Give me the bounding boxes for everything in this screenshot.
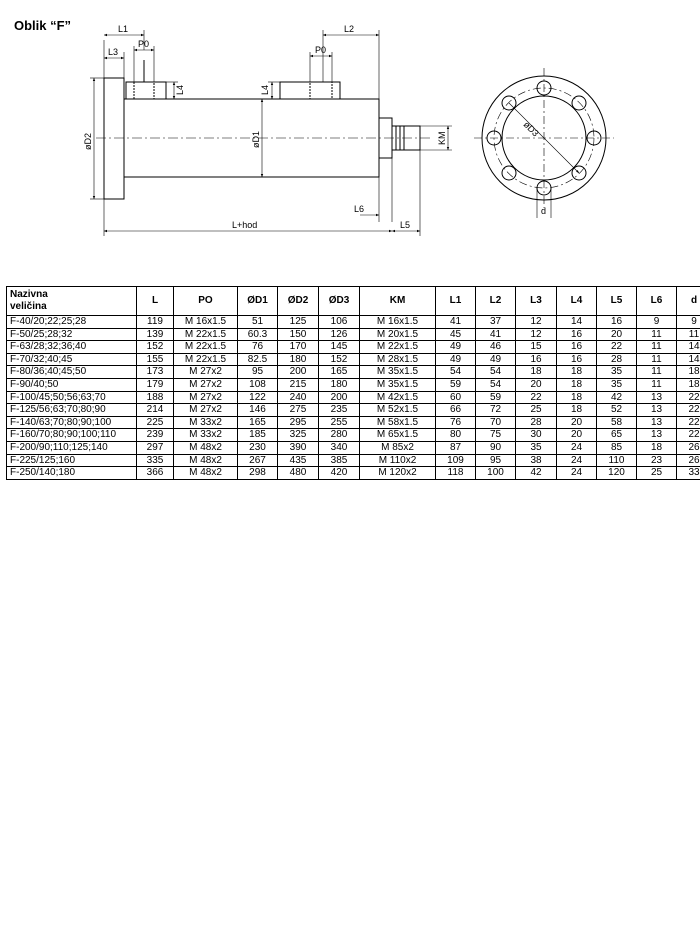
table-cell: F-40/20;22;25;28 [7,316,137,329]
table-row [7,341,700,354]
dim-d1: øD1 [251,130,261,148]
table-cell: 46 [476,341,516,354]
table-cell: 435 [278,454,319,467]
table-cell: 49 [476,353,516,366]
dim-l5: L5 [400,220,411,230]
table-cell: M 48x2 [174,441,238,454]
table-cell: 42 [516,467,557,480]
table-cell: 59 [436,378,476,391]
table-cell: 239 [137,429,174,442]
column-header: L1 [436,287,476,316]
table-cell: 52 [597,404,637,417]
table-cell: 24 [557,467,597,480]
table-cell: 41 [436,316,476,329]
table-cell: M 22x1.5 [360,341,436,354]
table-cell: 65 [597,429,637,442]
table-cell: M 35x1.5 [360,378,436,391]
table-cell: 24 [557,454,597,467]
table-cell: 14 [557,316,597,329]
table-cell: 173 [137,366,174,379]
column-header: L [137,287,174,316]
table-cell: 165 [238,416,278,429]
table-cell: 9 [637,316,677,329]
table-cell: 267 [238,454,278,467]
table-cell: 230 [238,441,278,454]
table-cell: 155 [137,353,174,366]
table-row [7,316,700,329]
table-cell: 188 [137,391,174,404]
table-cell: 420 [319,467,360,480]
table-cell: 126 [319,328,360,341]
table-cell: 295 [278,416,319,429]
table-row [7,378,700,391]
table-cell: 95 [476,454,516,467]
table-cell: 54 [436,366,476,379]
table-cell: 38 [516,454,557,467]
table-cell: 20 [597,328,637,341]
table-cell: 11 [637,366,677,379]
table-cell: M 48x2 [174,454,238,467]
table-cell: F-90/40;50 [7,378,137,391]
table-cell: F-80/36;40;45;50 [7,366,137,379]
table-cell: F-125/56;63;70;80;90 [7,404,137,417]
page-title: Oblik “F” [14,18,72,33]
column-header: L2 [476,287,516,316]
table-cell: 20 [557,429,597,442]
table-cell: 20 [516,378,557,391]
table-cell: 214 [137,404,174,417]
table-cell: 11 [677,328,700,341]
table-cell: M 27x2 [174,378,238,391]
table-cell: 9 [677,316,700,329]
table-cell: 18 [557,378,597,391]
table-cell: 28 [516,416,557,429]
table-cell: 18 [557,391,597,404]
table-cell: 12 [516,328,557,341]
table-cell: 82.5 [238,353,278,366]
table-cell: 26 [677,454,700,467]
column-header: L3 [516,287,557,316]
table-cell: 51 [238,316,278,329]
table-cell: 25 [516,404,557,417]
table-cell: 109 [436,454,476,467]
table-cell: 119 [137,316,174,329]
table-cell: F-225/125;160 [7,454,137,467]
table-cell: 24 [557,441,597,454]
table-cell: 122 [238,391,278,404]
table-cell: 37 [476,316,516,329]
dim-l-hod: L+hod [232,220,258,230]
table-cell: 16 [557,328,597,341]
table-cell: M 42x1.5 [360,391,436,404]
table-cell: 60 [436,391,476,404]
table-cell: 125 [278,316,319,329]
table-cell: F-100/45;50;56;63;70 [7,391,137,404]
table-cell: M 27x2 [174,366,238,379]
table-cell: M 22x1.5 [174,353,238,366]
table-cell: 297 [137,441,174,454]
dim-po-right: P0 [315,45,327,55]
table-cell: 110 [597,454,637,467]
table-cell: 54 [476,378,516,391]
table-cell: 366 [137,467,174,480]
table-cell: 165 [319,366,360,379]
table-cell: 59 [476,391,516,404]
table-cell: 240 [278,391,319,404]
table-cell: 16 [597,316,637,329]
table-row [7,366,700,379]
table-cell: M 16x1.5 [174,316,238,329]
table-cell: 235 [319,404,360,417]
table-cell: 35 [597,378,637,391]
table-cell: 45 [436,328,476,341]
table-row [7,353,700,366]
table-cell: 150 [278,328,319,341]
dim-d2: øD2 [83,132,93,150]
table-cell: 200 [319,391,360,404]
dim-l3: L3 [108,47,119,57]
table-cell: M 33x2 [174,429,238,442]
table-cell: 145 [319,341,360,354]
table-cell: 22 [597,341,637,354]
table-cell: M 52x1.5 [360,404,436,417]
table-cell: M 16x1.5 [360,316,436,329]
table-row [7,416,700,429]
table-cell: 11 [637,341,677,354]
table-cell: 22 [516,391,557,404]
table-cell: 275 [278,404,319,417]
column-header: PO [174,287,238,316]
column-header: ØD2 [278,287,319,316]
table-cell: 22 [677,429,700,442]
table-cell: 60.3 [238,328,278,341]
table-cell: 180 [278,353,319,366]
dim-km: KM [437,131,447,145]
table-cell: F-63/28;32;36;40 [7,341,137,354]
table-cell: 13 [637,391,677,404]
table-cell: 390 [278,441,319,454]
table-row [7,328,700,341]
table-cell: 14 [677,353,700,366]
table-row [7,404,700,417]
table-cell: 16 [557,353,597,366]
dim-l4-left: L4 [175,84,185,95]
table-cell: 106 [319,316,360,329]
table-cell: 255 [319,416,360,429]
table-cell: 139 [137,328,174,341]
dim-l6: L6 [354,204,365,214]
table-cell: F-250/140;180 [7,467,137,480]
table-cell: 95 [238,366,278,379]
table-cell: 13 [637,429,677,442]
table-cell: M 33x2 [174,416,238,429]
spec-table [6,286,700,480]
column-header: Nazivna veličina [7,287,137,316]
table-cell: 35 [516,441,557,454]
table-cell: 90 [476,441,516,454]
table-row [7,441,700,454]
table-cell: 22 [677,404,700,417]
table-cell: M 65x1.5 [360,429,436,442]
table-cell: M 35x1.5 [360,366,436,379]
table-cell: 22 [677,391,700,404]
table-cell: 75 [476,429,516,442]
table-cell: 14 [677,341,700,354]
table-cell: 13 [637,416,677,429]
table-cell: 49 [436,353,476,366]
table-cell: M 27x2 [174,391,238,404]
table-cell: 85 [597,441,637,454]
table-cell: 325 [278,429,319,442]
table-cell: 11 [637,328,677,341]
table-cell: M 58x1.5 [360,416,436,429]
table-cell: 87 [436,441,476,454]
table-row [7,467,700,480]
cylinder-drawing [0,0,700,250]
dim-l2: L2 [344,24,355,34]
dim-l1: L1 [118,24,129,34]
table-cell: 58 [597,416,637,429]
table-cell: 28 [597,353,637,366]
table-cell: 22 [677,416,700,429]
column-header: KM [360,287,436,316]
table-cell: 200 [278,366,319,379]
table-cell: 180 [319,378,360,391]
table-cell: 30 [516,429,557,442]
table-cell: F-160/70;80;90;100;110 [7,429,137,442]
table-cell: 480 [278,467,319,480]
dim-d3: øD3 [521,119,541,139]
table-row [7,429,700,442]
table-cell: 26 [677,441,700,454]
table-row [7,454,700,467]
table-cell: 16 [516,353,557,366]
table-cell: 72 [476,404,516,417]
table-cell: 15 [516,341,557,354]
table-cell: 42 [597,391,637,404]
table-cell: 70 [476,416,516,429]
table-cell: 18 [677,366,700,379]
table-cell: 11 [637,378,677,391]
table-cell: M 20x1.5 [360,328,436,341]
table-cell: M 28x1.5 [360,353,436,366]
table-cell: 80 [436,429,476,442]
port-left [126,82,166,99]
table-cell: 298 [238,467,278,480]
table-cell: F-50/25;28;32 [7,328,137,341]
table-cell: 23 [637,454,677,467]
table-cell: 146 [238,404,278,417]
table-cell: 108 [238,378,278,391]
table-cell: 18 [557,404,597,417]
column-header: d [677,287,700,316]
column-header: L5 [597,287,637,316]
table-cell: 20 [557,416,597,429]
table-cell: M 120x2 [360,467,436,480]
table-cell: 179 [137,378,174,391]
table-cell: 66 [436,404,476,417]
table-cell: F-70/32;40;45 [7,353,137,366]
table-cell: M 27x2 [174,404,238,417]
table-cell: 49 [436,341,476,354]
table-cell: 35 [597,366,637,379]
column-header: L6 [637,287,677,316]
table-cell: 76 [238,341,278,354]
table-cell: 100 [476,467,516,480]
table-cell: M 110x2 [360,454,436,467]
table-cell: F-140/63;70;80;90;100 [7,416,137,429]
table-cell: 170 [278,341,319,354]
column-header: ØD1 [238,287,278,316]
table-cell: 18 [557,366,597,379]
dim-l4-right: L4 [260,84,270,95]
table-cell: M 85x2 [360,441,436,454]
table-cell: 152 [319,353,360,366]
column-header: L4 [557,287,597,316]
table-cell: 118 [436,467,476,480]
table-cell: 120 [597,467,637,480]
table-cell: F-200/90;110;125;140 [7,441,137,454]
table-cell: 225 [137,416,174,429]
table-cell: 385 [319,454,360,467]
column-header: ØD3 [319,287,360,316]
table-cell: 76 [436,416,476,429]
table-cell: 335 [137,454,174,467]
flange [104,78,124,199]
table-cell: 25 [637,467,677,480]
table-cell: 185 [238,429,278,442]
table-cell: 152 [137,341,174,354]
dim-d: d [541,206,547,216]
table-cell: 18 [637,441,677,454]
table-cell: M 22x1.5 [174,341,238,354]
table-cell: 41 [476,328,516,341]
table-cell: 18 [677,378,700,391]
table-cell: 340 [319,441,360,454]
table-cell: M 22x1.5 [174,328,238,341]
table-cell: 12 [516,316,557,329]
table-cell: 280 [319,429,360,442]
table-cell: 11 [637,353,677,366]
table-row [7,391,700,404]
table-cell: 16 [557,341,597,354]
table-cell: 33 [677,467,700,480]
table-cell: 54 [476,366,516,379]
table-cell: M 48x2 [174,467,238,480]
table-cell: 18 [516,366,557,379]
table-cell: 13 [637,404,677,417]
dim-po-left: P0 [138,39,150,49]
table-cell: 215 [278,378,319,391]
